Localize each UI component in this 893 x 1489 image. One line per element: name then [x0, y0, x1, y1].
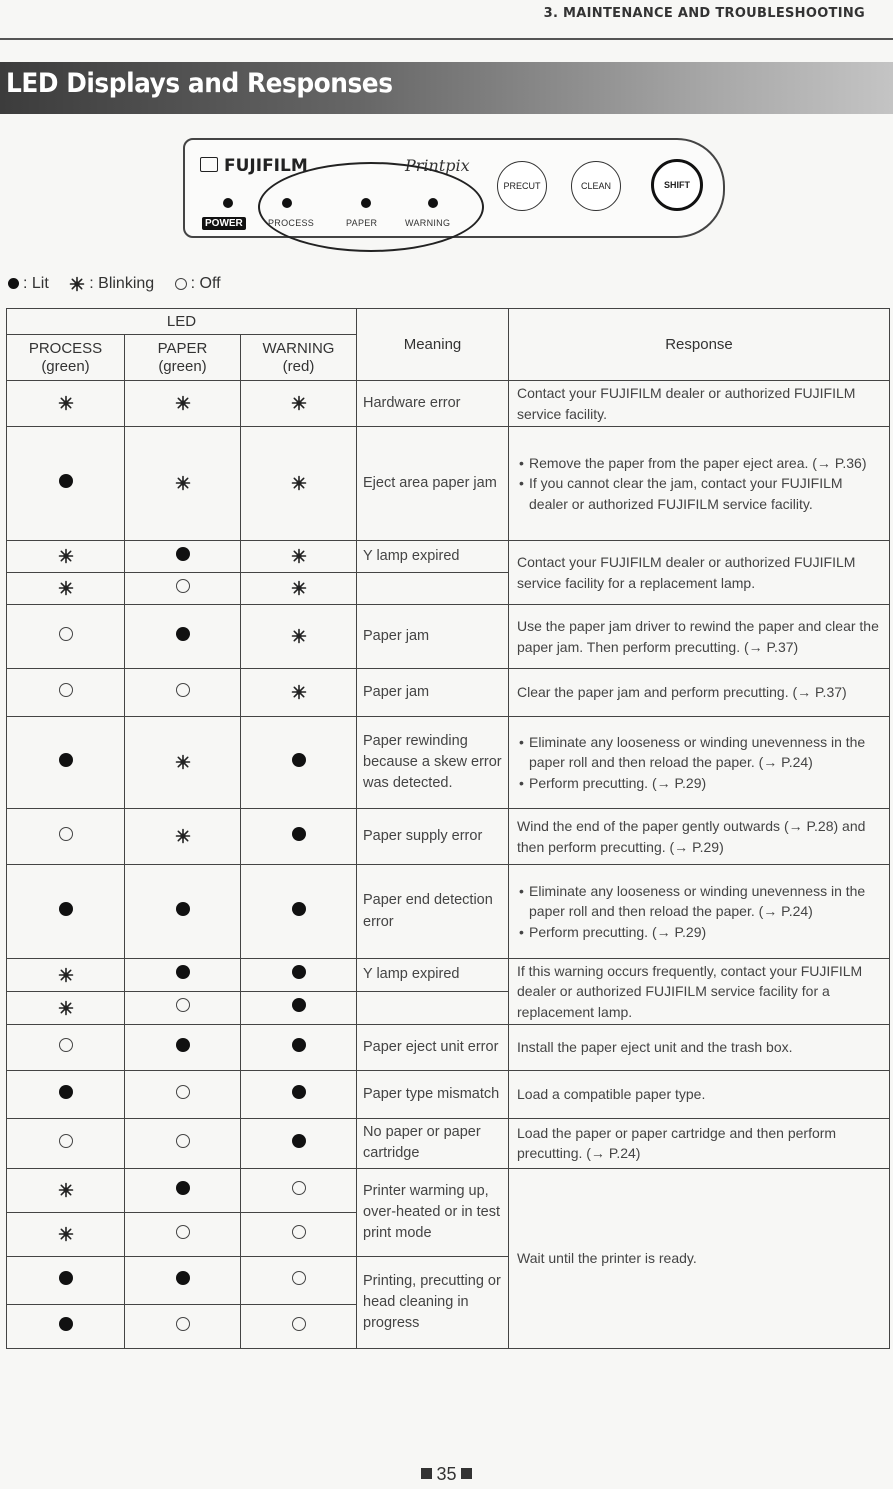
response-bullet: • Perform precutting. (→ P.29): [517, 773, 883, 793]
off-circle-icon: [176, 1085, 190, 1099]
led-paper-cell: [125, 541, 241, 573]
led-process-cell: [7, 1070, 125, 1118]
square-bullet-icon: [421, 1468, 432, 1479]
led-paper-cell: [125, 717, 241, 809]
led-paper-cell: [125, 1256, 241, 1304]
legend-off-label: Off: [199, 275, 221, 292]
led-paper-cell: [125, 605, 241, 669]
led-process-cell: [7, 1024, 125, 1070]
blinking-star-icon: [58, 580, 74, 596]
response-cell: Use the paper jam driver to rewind the paper and clear the paper jam. Then perform precutting. (→ P.37): [509, 605, 890, 669]
meaning-cell: Paper jam: [357, 669, 509, 717]
lit-dot-icon: [59, 1317, 73, 1331]
header-paper: [125, 335, 241, 381]
led-warning-cell: [241, 541, 357, 573]
response-cell: Contact your FUJIFILM dealer or authorized FUJIFILM service facility for a replacement lamp.: [509, 541, 890, 605]
table-row: [7, 381, 890, 427]
blinking-star-icon: [175, 475, 191, 491]
led-process-cell: [7, 381, 125, 427]
off-circle-icon: [176, 998, 190, 1012]
legend: [8, 275, 237, 293]
led-process-cell: [7, 865, 125, 959]
led-paper-cell: [125, 573, 241, 605]
table-row: [7, 865, 890, 959]
lit-dot-icon: [59, 1271, 73, 1285]
off-circle-icon: [176, 579, 190, 593]
header-warning-label: WARNING: [262, 340, 335, 358]
meaning-cell: No paper or paper cartridge: [357, 1118, 509, 1168]
lit-dot-icon: [292, 1038, 306, 1052]
shift-button: SHIFT: [651, 159, 703, 211]
brand-name: FUJIFILM: [224, 156, 308, 176]
meaning-cell: Paper rewinding because a skew error was detected.: [357, 717, 509, 809]
page-number: 35: [436, 1464, 457, 1484]
led-warning-cell: [241, 991, 357, 1024]
led-paper-cell: [125, 1168, 241, 1212]
table-row: [7, 1024, 890, 1070]
precut-button: PRECUT: [497, 161, 547, 211]
table-row: [7, 1118, 890, 1168]
off-circle-icon: [292, 1181, 306, 1195]
blinking-star-icon: [58, 967, 74, 983]
led-warning-cell: [241, 669, 357, 717]
response-cell: Contact your FUJIFILM dealer or authorized FUJIFILM service facility.: [509, 381, 890, 427]
led-process-cell: [7, 605, 125, 669]
lit-dot-icon: [59, 902, 73, 916]
response-bullet: • If you cannot clear the jam, contact your FUJIFILM dealer or authorized FUJIFILM service facility.: [517, 473, 883, 514]
meaning-cell: Printing, precutting or head cleaning in progress: [357, 1256, 509, 1348]
header-process: [7, 335, 125, 381]
led-process-cell: [7, 959, 125, 992]
legend-blinking: : Blinking: [69, 275, 154, 292]
led-warning-cell: [241, 1212, 357, 1256]
page-footer: [0, 1464, 893, 1485]
blinking-star-icon: [175, 395, 191, 411]
lit-dot-icon: [176, 1038, 190, 1052]
title-bar: [0, 62, 893, 114]
table-row: [7, 717, 890, 809]
led-process-cell: [7, 809, 125, 865]
led-warning-cell: [241, 809, 357, 865]
table-row: [7, 541, 890, 573]
blinking-star-icon: [58, 548, 74, 564]
led-warning-cell: [241, 1118, 357, 1168]
off-circle-icon: [59, 827, 73, 841]
meaning-cell: Hardware error: [357, 381, 509, 427]
response-cell: Install the paper eject unit and the trash box.: [509, 1024, 890, 1070]
response-cell: [509, 865, 890, 959]
led-warning-cell: [241, 865, 357, 959]
lit-dot-icon: [59, 474, 73, 488]
table-row: [7, 427, 890, 541]
header-warning: [241, 335, 357, 381]
off-circle-icon: [292, 1225, 306, 1239]
header-response: Response: [509, 309, 890, 381]
lit-dot-icon: [8, 278, 19, 289]
response-bullet: • Perform precutting. (→ P.29): [517, 922, 883, 942]
fujifilm-logo-icon: [200, 157, 218, 172]
blinking-star-icon: [69, 276, 85, 292]
led-process-cell: [7, 541, 125, 573]
clean-button: CLEAN: [571, 161, 621, 211]
led-paper-cell: [125, 991, 241, 1024]
top-rule: [0, 38, 893, 40]
power-led-icon: [223, 198, 233, 208]
table-row: [7, 1168, 890, 1212]
led-process-cell: [7, 1168, 125, 1212]
led-process-cell: [7, 1118, 125, 1168]
led-status-table: [6, 308, 890, 1349]
led-process-cell: [7, 717, 125, 809]
led-process-cell: [7, 1212, 125, 1256]
blinking-star-icon: [58, 1226, 74, 1242]
led-paper-cell: [125, 959, 241, 992]
off-circle-icon: [176, 1134, 190, 1148]
blinking-star-icon: [291, 475, 307, 491]
response-cell: If this warning occurs frequently, contact your FUJIFILM dealer or authorized FUJIFILM service facility for a replacement lamp.: [509, 959, 890, 1025]
blinking-star-icon: [291, 548, 307, 564]
meaning-cell: Y lamp expired: [357, 541, 509, 573]
led-paper-cell: [125, 809, 241, 865]
response-cell: [509, 427, 890, 541]
led-process-cell: [7, 427, 125, 541]
brand: [200, 156, 308, 176]
response-cell: Clear the paper jam and perform precutting. (→ P.37): [509, 669, 890, 717]
response-cell: Wind the end of the paper gently outwards (→ P.28) and then perform precutting. (→ P.29): [509, 809, 890, 865]
blinking-star-icon: [291, 684, 307, 700]
table-header-row: [7, 309, 890, 335]
led-paper-cell: [125, 1212, 241, 1256]
lit-dot-icon: [292, 998, 306, 1012]
led-paper-cell: [125, 381, 241, 427]
response-bullet: • Eliminate any looseness or winding unevenness in the paper roll and then reload the paper. (→ P.24): [517, 881, 883, 922]
lit-dot-icon: [176, 965, 190, 979]
meaning-cell: Paper type mismatch: [357, 1070, 509, 1118]
led-paper-cell: [125, 669, 241, 717]
header-paper-label: PAPER: [157, 340, 208, 358]
lit-dot-icon: [176, 627, 190, 641]
led-group-highlight: [258, 162, 484, 252]
off-circle-icon: [175, 278, 187, 290]
led-warning-cell: [241, 605, 357, 669]
meaning-cell: Eject area paper jam: [357, 427, 509, 541]
header-led: LED: [7, 309, 357, 335]
led-warning-cell: [241, 1304, 357, 1348]
led-paper-cell: [125, 1024, 241, 1070]
off-circle-icon: [59, 683, 73, 697]
led-warning-cell: [241, 1070, 357, 1118]
page-title: LED Displays and Responses: [6, 68, 393, 99]
lit-dot-icon: [176, 902, 190, 916]
square-bullet-icon: [461, 1468, 472, 1479]
led-warning-cell: [241, 1024, 357, 1070]
led-warning-cell: [241, 1256, 357, 1304]
led-paper-cell: [125, 1070, 241, 1118]
legend-lit: : Lit: [8, 275, 49, 292]
header-warning-color: (red): [282, 357, 315, 375]
header-process-color: (green): [41, 357, 90, 375]
lit-dot-icon: [292, 1085, 306, 1099]
process-led-label: PROCESS: [268, 218, 315, 228]
lit-dot-icon: [292, 827, 306, 841]
meaning-cell: Paper end detection error: [357, 865, 509, 959]
lit-dot-icon: [176, 1271, 190, 1285]
response-cell: Load a compatible paper type.: [509, 1070, 890, 1118]
led-paper-cell: [125, 1304, 241, 1348]
legend-lit-label: Lit: [31, 275, 49, 292]
lit-dot-icon: [292, 1134, 306, 1148]
lit-dot-icon: [292, 753, 306, 767]
meaning-cell: Paper jam: [357, 605, 509, 669]
blinking-star-icon: [175, 754, 191, 770]
legend-blinking-label: Blinking: [98, 275, 155, 292]
led-paper-cell: [125, 1118, 241, 1168]
response-cell: [509, 717, 890, 809]
section-header: 3. MAINTENANCE AND TROUBLESHOOTING: [543, 6, 865, 21]
blinking-star-icon: [291, 580, 307, 596]
legend-off: : Off: [175, 275, 221, 292]
header-process-label: PROCESS: [28, 340, 103, 358]
response-bullet: • Remove the paper from the paper eject area. (→ P.36): [517, 453, 883, 473]
led-warning-cell: [241, 427, 357, 541]
meaning-cell: Y lamp expired: [357, 959, 509, 992]
led-warning-cell: [241, 1168, 357, 1212]
led-process-cell: [7, 1304, 125, 1348]
led-process-cell: [7, 991, 125, 1024]
header-paper-color: (green): [158, 357, 207, 375]
led-process-cell: [7, 669, 125, 717]
off-circle-icon: [59, 1134, 73, 1148]
meaning-cell: Paper eject unit error: [357, 1024, 509, 1070]
blinking-star-icon: [291, 628, 307, 644]
response-cell: Wait until the printer is ready.: [509, 1168, 890, 1348]
off-circle-icon: [292, 1271, 306, 1285]
blinking-star-icon: [291, 395, 307, 411]
led-warning-cell: [241, 573, 357, 605]
off-circle-icon: [176, 683, 190, 697]
table-row: [7, 669, 890, 717]
product-name: Printpix: [405, 156, 470, 175]
response-cell: Load the paper or paper cartridge and then perform precutting. (→ P.24): [509, 1118, 890, 1168]
blinking-star-icon: [58, 1000, 74, 1016]
led-process-cell: [7, 573, 125, 605]
header-meaning: Meaning: [357, 309, 509, 381]
meaning-cell: Printer warming up, over-heated or in test print mode: [357, 1168, 509, 1256]
lit-dot-icon: [292, 902, 306, 916]
led-warning-cell: [241, 959, 357, 992]
led-process-cell: [7, 1256, 125, 1304]
off-circle-icon: [59, 627, 73, 641]
lit-dot-icon: [176, 1181, 190, 1195]
off-circle-icon: [176, 1225, 190, 1239]
off-circle-icon: [176, 1317, 190, 1331]
paper-led-label: PAPER: [346, 218, 378, 228]
table-row: [7, 959, 890, 992]
lit-dot-icon: [59, 753, 73, 767]
lit-dot-icon: [59, 1085, 73, 1099]
blinking-star-icon: [175, 828, 191, 844]
blinking-star-icon: [58, 1182, 74, 1198]
power-label: POWER: [202, 217, 246, 230]
table-row: [7, 605, 890, 669]
table-row: [7, 809, 890, 865]
led-paper-cell: [125, 865, 241, 959]
off-circle-icon: [59, 1038, 73, 1052]
warning-led-label: WARNING: [405, 218, 451, 228]
led-warning-cell: [241, 381, 357, 427]
response-bullet: • Eliminate any looseness or winding unevenness in the paper roll and then reload the paper. (→ P.24): [517, 732, 883, 773]
off-circle-icon: [292, 1317, 306, 1331]
table-row: [7, 1070, 890, 1118]
meaning-cell: Paper supply error: [357, 809, 509, 865]
lit-dot-icon: [176, 547, 190, 561]
led-paper-cell: [125, 427, 241, 541]
blinking-star-icon: [58, 395, 74, 411]
led-warning-cell: [241, 717, 357, 809]
lit-dot-icon: [292, 965, 306, 979]
